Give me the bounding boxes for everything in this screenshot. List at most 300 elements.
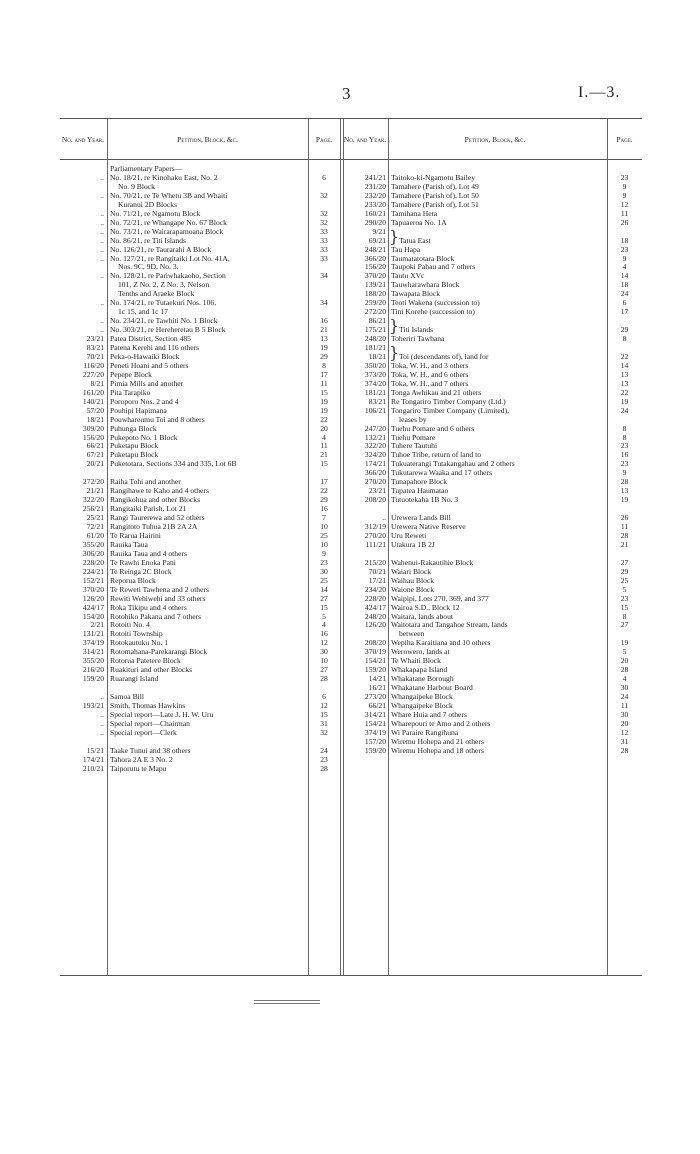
entry-number: 247/20 <box>364 423 386 433</box>
entry-number: 116/20 <box>83 360 104 370</box>
entry-page: 15 <box>320 709 328 719</box>
entry-number: 174/21 <box>364 459 386 469</box>
entry-page: 28 <box>620 665 629 675</box>
entry-page: 20 <box>320 423 328 433</box>
entry-page: 7 <box>322 513 326 523</box>
entry-page: 8 <box>622 334 627 344</box>
entry-number: 374/19 <box>364 727 386 737</box>
entry-page: 28 <box>320 763 328 773</box>
entry-number: 227/20 <box>82 369 104 379</box>
entry-number: 15/21 <box>86 745 104 755</box>
entry-description: Rotoiti Township <box>110 629 163 639</box>
entry-number: .. <box>100 727 104 737</box>
entry-description: Whakatane Borough <box>391 674 454 684</box>
entry-page: 14 <box>620 271 629 281</box>
entry-number: 232/20 <box>364 190 386 200</box>
entry-page: 14 <box>620 360 629 370</box>
entry-number: 306/20 <box>82 548 104 558</box>
entry-number: .. <box>100 316 104 326</box>
entry-page: 22 <box>620 387 629 397</box>
entry-description: Pepepe Block <box>110 369 152 379</box>
entry-number: 215/20 <box>364 557 386 567</box>
entry-description: Taitoko-ki-Ngamotu Bailey <box>391 172 476 182</box>
column-divider <box>107 119 108 975</box>
entry-description: Waitotara and Tangahoe Stream, lands <box>391 620 508 630</box>
entry-page: 10 <box>320 522 328 531</box>
entry-description: Puhunga Block <box>110 423 157 433</box>
entry-description: Rangitaiki Parish, Lot 21 <box>110 504 187 514</box>
entry-description: Tunapahore Block <box>391 477 448 487</box>
entry-description: Utakura 1B 2J <box>391 539 435 549</box>
entry-number: 86/21 <box>368 316 386 326</box>
entry-page: 8 <box>622 611 627 621</box>
entry-description: Rewiti Wehiwehi and 33 others <box>110 593 206 603</box>
column-divider <box>388 119 389 975</box>
page-number: 3 <box>342 84 351 103</box>
entry-description: No. 70/21, re Te Whetu 3B and Whaiti <box>110 190 228 200</box>
entry-description: Peneti Hoani and 5 others <box>110 360 189 370</box>
entry-page: 21 <box>620 539 629 549</box>
entry-page: 29 <box>320 495 328 505</box>
entry-number: 9/21 <box>372 226 386 236</box>
entry-description: No. 234/21, re Tawhiti No. 1 Block <box>110 316 218 326</box>
entry-page: 11 <box>620 208 629 218</box>
entry-page: 6 <box>322 172 326 182</box>
entry-description: Special report—Late J. H. W. Uru <box>110 709 214 719</box>
entry-number: .. <box>100 298 104 308</box>
entry-description: Rangitoto Tuhua 21B 2A 2A <box>110 522 198 531</box>
entry-page: 16 <box>620 450 629 460</box>
entry-number: 366/20 <box>364 253 386 263</box>
entry-description: No. 174/21, re Tutaekuri Nos. 106, <box>110 298 217 308</box>
entry-number: 159/20 <box>364 745 386 755</box>
entry-description: Tamahere (Parish of), Lot 51 <box>391 199 479 209</box>
entry-description-cont: No. 9 Block <box>118 181 155 191</box>
entry-description: Tauwharawhara Block <box>391 280 460 290</box>
entry-page: 17 <box>320 477 328 487</box>
entry-description: Tukuaterangi Tutakangahau and 2 others <box>391 459 515 469</box>
entry-page: 18 <box>620 280 629 290</box>
entry-description: Taumatatotara Block <box>391 253 455 263</box>
entry-description: Pukepoto No. 1 Block <box>110 432 178 442</box>
entry-number: .. <box>100 217 104 227</box>
entry-description: Te Reweti Tawhena and 2 others <box>110 584 209 594</box>
index-table <box>60 118 642 976</box>
entry-page: 30 <box>620 683 629 693</box>
entry-description-cont: Kuranui 2D Blocks <box>118 199 178 209</box>
entry-description: Whakapapa Island <box>391 665 448 675</box>
entry-page: 4 <box>322 432 326 442</box>
entry-description: Tamahere (Parish of), Lot 50 <box>391 190 479 200</box>
entry-number: 67/21 <box>86 450 104 460</box>
entry-number: 188/20 <box>364 289 386 299</box>
entry-number: 228/20 <box>364 593 386 603</box>
entry-description: Tawapata Block <box>391 289 441 299</box>
entry-page: 12 <box>320 701 328 710</box>
entry-number: 355/20 <box>82 539 104 549</box>
entry-number: 324/20 <box>364 450 386 460</box>
entry-description: Tuehu Pomare <box>391 432 436 442</box>
entry-number: 181/21 <box>364 387 386 397</box>
entry-description-cont: 1c 15, and 1c 17 <box>118 307 168 317</box>
entry-page: 16 <box>320 316 328 326</box>
entry-page: 21 <box>320 325 328 335</box>
entry-description: No. 126/21, re Taurarahi A Block <box>110 244 212 254</box>
entry-description: Rangikohua and other Blocks <box>110 495 201 505</box>
entry-description: Special report—Chairman <box>110 718 190 728</box>
entry-number: .. <box>100 692 104 702</box>
entry-description: Reporua Block <box>110 575 156 585</box>
entry-page: 9 <box>622 468 627 478</box>
entry-number: 61/20 <box>86 530 104 540</box>
entry-description: Tutuotekaha 1B No. 3 <box>391 495 459 505</box>
entry-number: .. <box>382 513 386 523</box>
entry-description: Tamihana Heta <box>391 208 438 218</box>
entry-number: 270/20 <box>364 530 386 540</box>
entry-page: 5 <box>622 584 627 594</box>
entry-page: 15 <box>320 459 328 469</box>
entry-number: 160/21 <box>364 208 386 218</box>
entry-number: 131/21 <box>82 629 104 639</box>
entry-number: 70/21 <box>86 351 104 361</box>
entry-number: 2/21 <box>90 620 104 630</box>
entry-description: Tonga Awhikau and 21 others <box>391 387 482 397</box>
entry-page: 6 <box>622 298 627 308</box>
entry-description: Wiremu Hohepa and 18 others <box>391 745 484 755</box>
entry-page: 22 <box>320 486 328 496</box>
entry-page: 32 <box>320 190 328 200</box>
entry-description: Re Tongariro Timber Company (Ltd.) <box>391 396 506 406</box>
entry-page: 9 <box>622 253 627 263</box>
entry-description: Whangaipeke Block <box>391 701 453 710</box>
entry-number: 69/21 <box>368 235 386 245</box>
entry-page: 19 <box>320 396 328 406</box>
entry-page: 5 <box>622 647 627 657</box>
brace-icon: } <box>389 343 400 362</box>
entry-page: 23 <box>620 441 629 451</box>
entry-page: 25 <box>320 575 328 585</box>
entry-page: 4 <box>622 262 627 272</box>
entry-page: 33 <box>320 235 328 245</box>
entry-description: Wairoa S.D., Block 12 <box>391 602 460 612</box>
entry-page: 31 <box>320 718 328 728</box>
entry-page: 13 <box>320 334 328 344</box>
entry-description: Toka, W. H., and 6 others <box>391 369 469 379</box>
entry-description: Te Rawhi Enoka Pani <box>110 557 176 567</box>
entry-number: 259/20 <box>364 298 386 308</box>
entry-page: 23 <box>620 593 629 603</box>
entry-number: .. <box>100 325 104 335</box>
entry-page: 30 <box>320 647 328 657</box>
entry-description: Ruarangi Island <box>110 674 159 684</box>
entry-description: Smith, Thomas Hawkins <box>110 701 186 710</box>
entry-page: 30 <box>620 709 629 719</box>
entry-description: Waiari Block <box>391 566 432 576</box>
entry-description: Rotokautuku No. 1 <box>110 638 169 648</box>
entry-page: 24 <box>620 692 629 702</box>
entry-page: 30 <box>320 566 328 576</box>
entry-number: 350/20 <box>364 360 386 370</box>
entry-number: 70/21 <box>368 566 386 576</box>
entry-number: 234/20 <box>364 584 386 594</box>
entry-page: 19 <box>620 495 629 505</box>
entry-description: Teoti Wakena (succession to) <box>391 298 480 308</box>
entry-description: Toka, W. H., and 3 others <box>391 360 469 370</box>
entry-description: Taiporutu te Mapu <box>110 763 167 773</box>
entry-page: 9 <box>622 181 627 191</box>
entry-number: 154/20 <box>82 611 104 621</box>
entry-page: 4 <box>322 620 326 630</box>
entry-number: 17/21 <box>368 575 386 585</box>
entry-page: 28 <box>620 477 629 487</box>
entry-page: 14 <box>320 584 328 594</box>
entry-number: 132/21 <box>364 432 386 442</box>
entry-description: Peka-o-Hawaiki Block <box>110 351 180 361</box>
entry-number: 193/21 <box>82 701 104 710</box>
entry-number: 373/20 <box>364 369 386 379</box>
end-rule <box>254 1000 320 1001</box>
entry-description: Wi Paraire Rangihuna <box>391 727 459 737</box>
entry-description-cont: between <box>399 629 425 639</box>
entry-page: 8 <box>622 423 627 433</box>
entry-description: Whare Huia and 7 others <box>391 709 467 719</box>
entry-description: Parliamentary Papers— <box>110 164 183 173</box>
entry-number: 161/20 <box>82 387 104 397</box>
entry-description: Te Reinga 2C Block <box>110 566 172 576</box>
entry-page: 29 <box>620 566 629 576</box>
entry-description: Raiha Tohi and another <box>110 477 181 487</box>
entry-page: 29 <box>620 325 629 335</box>
entry-number: 256/21 <box>82 504 104 514</box>
entry-number: 83/21 <box>368 396 386 406</box>
entry-number: 159/20 <box>364 665 386 675</box>
entry-page: 23 <box>620 459 629 469</box>
entry-number: 374/20 <box>364 378 386 388</box>
entry-description-cont: Tenths and Araeke Block <box>118 289 195 299</box>
entry-number: 18/21 <box>86 414 104 424</box>
entry-page: 29 <box>320 351 328 361</box>
entry-number: 83/21 <box>86 343 104 352</box>
entry-description: Taake Tunui and 38 others <box>110 745 191 755</box>
entry-description: Puketapu Block <box>110 441 159 451</box>
entry-page: 12 <box>320 638 328 648</box>
entry-page: 27 <box>320 665 328 675</box>
entry-page: 16 <box>320 629 328 639</box>
entry-page: 15 <box>320 387 328 397</box>
document-reference: I.—3. <box>578 84 621 101</box>
entry-number: 231/20 <box>364 181 386 191</box>
entry-page: 27 <box>620 620 629 630</box>
entry-page: 13 <box>620 486 629 496</box>
entry-number: 152/21 <box>82 575 104 585</box>
entry-description: Rotohiko Pakana and 7 others <box>110 611 202 621</box>
entry-description: Tini Korehe (succession to) <box>391 307 475 317</box>
entry-number: 224/21 <box>82 566 104 576</box>
entry-description: No. 18/21, re Kinohaku East, No. 2 <box>110 172 218 182</box>
entry-page: 32 <box>320 208 328 218</box>
entry-page: 11 <box>620 701 629 710</box>
entry-page: 12 <box>620 727 629 737</box>
entry-description: Werowero, lands at <box>391 647 450 657</box>
entry-number: 139/21 <box>364 280 386 290</box>
entry-description: Pimia Mills and another <box>110 378 184 388</box>
end-rule <box>254 1003 320 1004</box>
entry-number: 21/21 <box>86 486 104 496</box>
entry-number: 273/20 <box>364 692 386 702</box>
entry-number: 366/20 <box>364 468 386 478</box>
entry-number: 8/21 <box>90 378 104 388</box>
entry-number: 312/19 <box>364 522 386 531</box>
entry-description: Roka Tikipu and 4 others <box>110 602 187 612</box>
entry-description: Toi (descendants of), land for <box>399 351 489 361</box>
entry-page: 27 <box>620 557 629 567</box>
entry-description: Waihau Block <box>391 575 435 585</box>
entry-description: Ruakituri and other Blocks <box>110 665 193 675</box>
entry-number: 23/21 <box>368 486 386 496</box>
entry-page: 11 <box>620 522 629 531</box>
entry-description: Patena Kerehi and 116 others <box>110 343 200 352</box>
entry-description: Tamahere (Parish of), Lot 49 <box>391 181 479 191</box>
entry-description: Titi Islands <box>399 325 434 335</box>
entry-number: 66/21 <box>86 441 104 451</box>
entry-number: 248/20 <box>364 334 386 344</box>
entry-number: .. <box>100 244 104 254</box>
entry-description: No. 73/21, re Wairarapamoana Block <box>110 226 224 236</box>
entry-page: 23 <box>620 244 629 254</box>
entry-description: Rotoiti No. 4 <box>110 620 150 630</box>
entry-description: Tau Hapa <box>391 244 421 254</box>
entry-number: 25/21 <box>86 513 104 523</box>
entry-page: 19 <box>320 343 328 352</box>
entry-number: 156/20 <box>82 432 104 442</box>
entry-page: 32 <box>320 217 328 227</box>
entry-number: 159/20 <box>82 674 104 684</box>
entry-number: 370/19 <box>364 647 386 657</box>
entry-page: 25 <box>620 575 629 585</box>
entry-number: 233/20 <box>364 199 386 209</box>
entry-page: 6 <box>322 692 326 702</box>
entry-page: 13 <box>620 369 629 379</box>
entry-description: Tautu XVc <box>391 271 425 281</box>
entry-number: 126/20 <box>364 620 386 630</box>
entry-description: Samoa Bill <box>110 692 144 702</box>
entry-page: 8 <box>622 432 627 442</box>
entry-page: 10 <box>320 656 328 666</box>
entry-description: Rauika Taua and 4 others <box>110 548 187 558</box>
brace-icon: } <box>389 316 400 336</box>
header-page-right: Page. <box>616 134 633 144</box>
entry-number: 424/17 <box>82 602 104 612</box>
entry-number: 174/21 <box>82 754 104 764</box>
entry-number: 175/21 <box>364 325 386 335</box>
entry-page: 24 <box>620 289 629 299</box>
entry-number: 370/20 <box>364 271 386 281</box>
entry-description: Tatua East <box>399 235 431 245</box>
entry-page: 26 <box>620 513 629 523</box>
header-no-year-right: No. and Year. <box>343 134 387 144</box>
entry-page: 27 <box>320 593 328 603</box>
entry-page: 33 <box>320 253 328 263</box>
entry-description: Taupoki Pahau and 7 others <box>391 262 476 272</box>
entry-page: 17 <box>320 369 328 379</box>
entry-description: Toheriri Tawhana <box>391 334 445 344</box>
entry-page: 11 <box>320 378 328 388</box>
entry-number: 290/20 <box>364 217 386 227</box>
entry-description: Poroporo Nos. 2 and 4 <box>110 396 179 406</box>
entry-number: .. <box>100 190 104 200</box>
entry-page: 34 <box>320 271 328 281</box>
entry-description: Rangi Taurerewa and 52 others <box>110 513 205 523</box>
entry-description: Whakatane Harbour Board <box>391 683 473 693</box>
entry-description: No. 128/21, re Pariwhakaoho, Section <box>110 271 226 281</box>
entry-number: 20/21 <box>86 459 104 469</box>
entry-page: 19 <box>620 638 629 648</box>
entry-description: Waitara, lands about <box>391 611 454 621</box>
entry-description: Urewera Native Reserve <box>391 522 466 531</box>
entry-page: 10 <box>320 539 328 549</box>
brace-icon: } <box>389 226 400 246</box>
entry-description: Rangihawe te Kaho and 4 others <box>110 486 209 496</box>
entry-description: Wiremu Hohepa and 21 others <box>391 736 484 746</box>
entry-page: 20 <box>620 718 629 728</box>
entry-description: Te Rarua Hairini <box>110 530 161 540</box>
entry-number: 111/21 <box>365 539 386 549</box>
entry-number: 156/20 <box>364 262 386 272</box>
entry-description: Tapuaeroa No. 1A <box>391 217 447 227</box>
entry-page: 9 <box>622 190 627 200</box>
entry-number: .. <box>100 235 104 245</box>
entry-number: 322/20 <box>364 441 386 451</box>
entry-number: 126/20 <box>82 593 104 603</box>
entry-number: 154/21 <box>364 718 386 728</box>
entry-page: 16 <box>320 504 328 514</box>
entry-description: Pita Tarapiko <box>110 387 151 397</box>
entry-description: Tukutarewa Waaka and 17 others <box>391 468 493 478</box>
entry-page: 33 <box>320 244 328 254</box>
entry-description: Tupatea Haumatao <box>391 486 449 496</box>
header-no-year-left: No. and Year. <box>61 134 105 144</box>
entry-page: 31 <box>620 736 629 746</box>
entry-description: Tuehu Pomare and 6 others <box>391 423 475 433</box>
entry-number: 322/20 <box>82 495 104 505</box>
entry-page: 4 <box>622 674 627 684</box>
entry-page: 24 <box>320 745 328 755</box>
entry-number: 210/21 <box>82 763 104 773</box>
entry-page: 32 <box>320 727 328 737</box>
entry-number: 272/20 <box>82 477 104 487</box>
entry-number: .. <box>100 718 104 728</box>
entry-number: 309/20 <box>82 423 104 433</box>
entry-description: No. 127/21, re Rangitaiki Lot No. 41A, <box>110 253 230 263</box>
entry-description: Patea District, Section 485 <box>110 334 191 344</box>
header-petition-left: Petition, Block, &c. <box>177 134 238 144</box>
entry-number: 272/20 <box>364 307 386 317</box>
entry-description: Rauika Taua <box>110 539 148 549</box>
entry-page: 23 <box>320 557 328 567</box>
entry-number: 241/21 <box>364 172 386 182</box>
entry-number: .. <box>100 208 104 218</box>
entry-number: 154/21 <box>364 656 386 666</box>
entry-page: 9 <box>322 548 326 558</box>
entry-page: 34 <box>320 298 328 308</box>
entry-page: 22 <box>320 414 328 424</box>
entry-description-cont: 101, Z No. 2, Z No. 3, Nelson <box>118 280 210 290</box>
entry-number: 270/20 <box>364 477 386 487</box>
entry-page: 11 <box>320 441 328 451</box>
entry-description: Pouwhareumu Toi and 8 others <box>110 414 205 424</box>
entry-number: 370/20 <box>82 584 104 594</box>
entry-page: 13 <box>620 378 629 388</box>
